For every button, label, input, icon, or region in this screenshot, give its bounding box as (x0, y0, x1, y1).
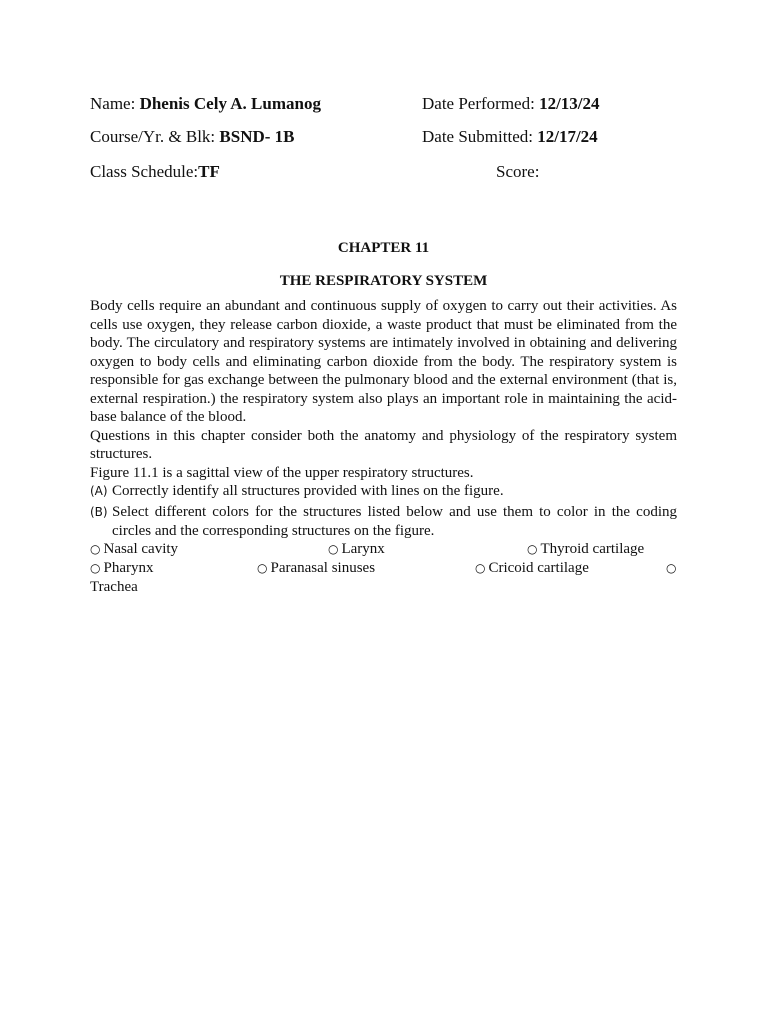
name-label: Name: (90, 94, 140, 113)
date-submitted-label: Date Submitted: (422, 127, 538, 146)
course-value: BSND- 1B (219, 127, 295, 146)
structure-trachea: Trachea (90, 579, 138, 595)
structure-label: Nasal cavity (103, 541, 179, 557)
date-performed-label: Date Performed: (422, 94, 540, 113)
coding-circle-icon: ○ (328, 542, 339, 556)
list-text-b: Select different colors for the structures listed below and use them to color in the coding circles and the corresponding structures on the figure. (112, 504, 677, 539)
course-label: Course/Yr. & Blk: (90, 127, 220, 146)
date-submitted-value: 12/17/24 (537, 127, 598, 146)
document-page (90, 0, 677, 1024)
chapter-number: CHAPTER 11 (337, 240, 430, 256)
list-text-a: Correctly identify all structures provided with lines on the figure. (112, 483, 504, 499)
date-submitted-field (422, 127, 598, 147)
structures-row-1 (90, 540, 677, 559)
structure-label: Thyroid cartilage (540, 541, 645, 557)
coding-circle-icon: ○ (475, 561, 486, 575)
structure-thyroid-cartilage (527, 540, 644, 559)
list-marker-a: (A) (90, 484, 108, 498)
list-item-b (90, 503, 677, 540)
structure-larynx (328, 540, 385, 559)
header-row-1 (90, 94, 677, 116)
structure-cricoid-cartilage (475, 559, 589, 578)
header-row-2 (90, 127, 677, 149)
schedule-value: TF (198, 162, 220, 181)
structure-label: Pharynx (103, 560, 154, 576)
figure-paragraph: Figure 11.1 is a sagittal view of the upper respiratory structures. (90, 464, 474, 481)
course-field (90, 127, 295, 147)
coding-circle-icon: ○ (90, 561, 101, 575)
structures-row-3 (90, 578, 677, 597)
name-field (90, 94, 321, 114)
coding-circle-icon: ○ (90, 542, 101, 556)
name-value: Dhenis Cely A. Lumanog (139, 94, 321, 113)
coding-circle-icon: ○ (666, 561, 677, 575)
header-row-3 (90, 162, 677, 184)
questions-paragraph: Questions in this chapter consider both the anatomy and physiology of the respiratory system structures. (90, 427, 677, 462)
schedule-field (90, 162, 220, 182)
chapter-title: THE RESPIRATORY SYSTEM (279, 273, 488, 289)
structure-label: Paranasal sinuses (270, 560, 376, 576)
date-performed-value: 12/13/24 (539, 94, 600, 113)
intro-paragraph: Body cells require an abundant and continuous supply of oxygen to carry out their activities. As cells use oxygen, they release carbon dioxide, a waste product that must be eliminated from the body. The circulatory and respiratory systems are intimately involved in obtaining and delivering oxygen to body cells and eliminating carbon dioxide from the body. The respiratory system is responsible for gas exchange between the pulmonary blood and the external environment (that is, external respiration.) the respiratory system also plays an important role in maintaining the acid-base balance of the blood. (90, 298, 677, 425)
coding-circle-icon: ○ (527, 542, 538, 556)
list-item-a (90, 482, 677, 501)
schedule-label: Class Schedule: (90, 162, 199, 181)
structure-nasal-cavity (90, 540, 178, 559)
date-performed-field (422, 94, 600, 114)
list-marker-b: (B) (90, 505, 108, 519)
structure-paranasal-sinuses (257, 559, 375, 578)
body-text (90, 297, 677, 597)
structure-pharynx (90, 559, 153, 578)
coding-circle-icon: ○ (257, 561, 268, 575)
score-label: Score: (496, 162, 540, 181)
trachea-circle (666, 559, 679, 578)
structures-row-2 (90, 559, 677, 578)
structure-label: Cricoid cartilage (488, 560, 589, 576)
structure-label: Larynx (341, 541, 385, 557)
